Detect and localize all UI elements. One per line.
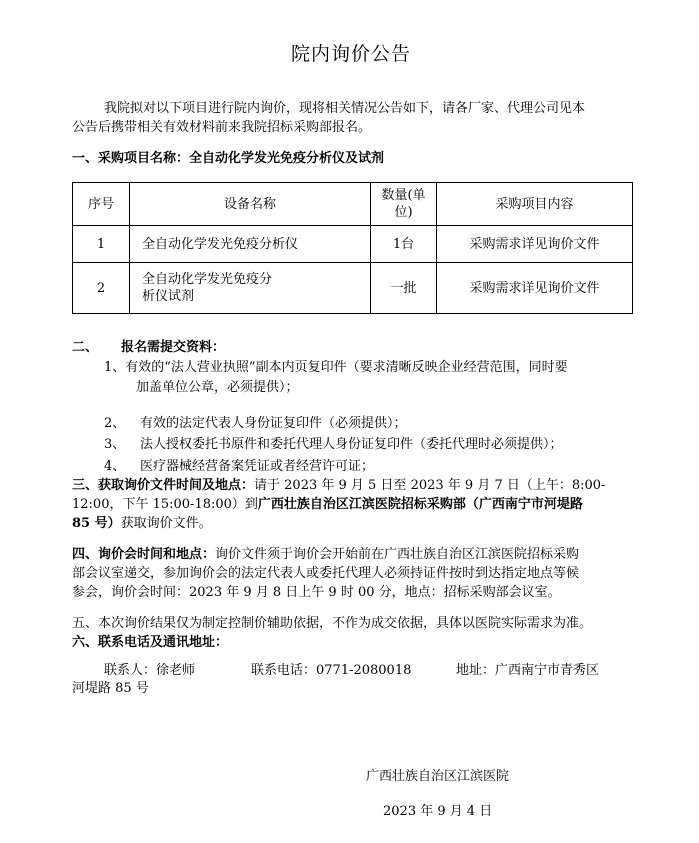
section-4-heading: 四、询价会时间和地点： bbox=[72, 547, 216, 562]
intro-line-2: 公告后携带相关有效材料前来我院招标采购部报名。 bbox=[72, 120, 372, 135]
contact-person: 联系人：徐老师 bbox=[104, 663, 196, 678]
procurement-table bbox=[72, 182, 633, 314]
cell-device-name-line-2: 析仪试剂 bbox=[142, 289, 195, 304]
header-quantity-line-2: 位) bbox=[394, 205, 413, 220]
header-quantity-line-1: 数量(单 bbox=[381, 188, 426, 203]
table-header-row bbox=[73, 183, 633, 226]
section-3-line-2-text: 12:00，下午 15:00-18:00）到 bbox=[72, 497, 258, 512]
cell-content: 采购需求详见询价文件 bbox=[437, 263, 633, 314]
cell-content: 采购需求详见询价文件 bbox=[437, 226, 633, 263]
cell-device-name bbox=[130, 263, 371, 314]
section-2-item-2-text: 有效的法定代表人身份证复印件（必须提供）； bbox=[140, 416, 407, 431]
section-4-line-1 bbox=[72, 546, 579, 563]
intro-line-1: 我院拟对以下项目进行院内询价，现将相关情况公告如下，请各厂家、代理公司见本 bbox=[104, 101, 586, 116]
section-3-line-1 bbox=[72, 477, 605, 494]
table-row bbox=[73, 226, 633, 263]
header-device-name: 设备名称 bbox=[130, 183, 371, 226]
section-2-item-3-text: 法人授权委托书原件和委托代理人身份证复印件（委托代理时必须提供）； bbox=[140, 437, 563, 452]
cell-device-name: 全自动化学发光免疫分析仪 bbox=[130, 226, 371, 263]
section-3-line-1-text: 请于 2023 年 9 月 5 日至 2023 年 9 月 7 日（上午：8:00- bbox=[254, 478, 606, 493]
section-2-item-3-number: 3、 bbox=[104, 437, 126, 452]
page-title: 院内询价公告 bbox=[291, 43, 412, 65]
table-row bbox=[73, 263, 633, 314]
header-content: 采购项目内容 bbox=[437, 183, 633, 226]
section-3-location-end: 85 号） bbox=[72, 516, 121, 531]
section-2-item-1-line-2: 加盖单位公章，必须提供）； bbox=[136, 380, 299, 395]
cell-no: 2 bbox=[73, 263, 130, 314]
section-5-text: 五、本次询价结果仅为制定控制价辅助依据，不作为成交依据，具体以医院实际需求为准。 bbox=[72, 616, 593, 631]
section-2-heading: 报名需提交资料： bbox=[121, 340, 226, 355]
contact-phone: 联系电话：0771-2080018 bbox=[251, 663, 412, 678]
section-3-location: 广西壮族自治区江滨医院招标采购部（广西南宁市河堤路 bbox=[257, 497, 583, 512]
section-4-line-2: 部会议室递交，参加询价会的法定代表人或委托代理人必须持证件按时到达指定地点等候 bbox=[72, 566, 580, 581]
signature-date: 2023 年 9 月 4 日 bbox=[383, 804, 493, 819]
section-3-line-3 bbox=[72, 515, 212, 532]
section-6-heading: 六、联系电话及通讯地址： bbox=[72, 635, 229, 650]
cell-quantity: 1台 bbox=[371, 226, 437, 263]
section-2-number: 二、 bbox=[72, 340, 99, 355]
signature-organization: 广西壮族自治区江滨医院 bbox=[366, 769, 510, 784]
address-line-1: 地址：广西南宁市青秀区 bbox=[456, 663, 600, 678]
cell-device-name-line-1: 全自动化学发光免疫分 bbox=[142, 272, 273, 287]
header-quantity bbox=[371, 183, 437, 226]
section-3-heading: 三、获取询价文件时间及地点： bbox=[72, 478, 255, 493]
section-1-heading: 一、采购项目名称：全自动化学发光免疫分析仪及试剂 bbox=[72, 151, 385, 166]
section-3-line-2 bbox=[72, 496, 583, 513]
section-2-item-2-number: 2、 bbox=[104, 416, 126, 431]
cell-quantity: 一批 bbox=[371, 263, 437, 314]
section-3-line-3-text: 获取询价文件。 bbox=[120, 516, 212, 531]
section-4-line-3: 参会，询价会时间：2023 年 9 月 8 日上午 9 时 00 分，地点：招标采购部会议室。 bbox=[72, 585, 561, 600]
section-2-item-4-number: 4、 bbox=[104, 459, 126, 474]
cell-no: 1 bbox=[73, 226, 130, 263]
section-2-item-4-text: 医疗器械经营备案凭证或者经营许可证； bbox=[140, 459, 375, 474]
header-no: 序号 bbox=[73, 183, 130, 226]
address-line-2: 河堤路 85 号 bbox=[72, 681, 149, 696]
section-2-item-1-line-1: 1、有效的“法人营业执照”副本内页复印件（要求清晰反映企业经营范围，同时要 bbox=[104, 360, 568, 375]
section-4-line-1-text: 询价文件须于询价会开始前在广西壮族自治区江滨医院招标采购 bbox=[215, 547, 580, 562]
